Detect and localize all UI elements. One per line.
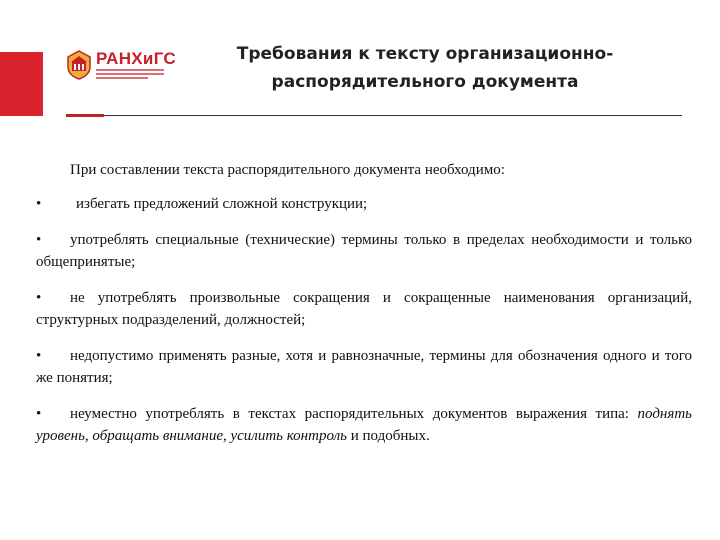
bullet-icon: • — [36, 406, 42, 422]
title-line-2: распорядительного документа — [271, 72, 579, 92]
list-item — [36, 193, 692, 215]
intro-paragraph: При составлении текста распорядительного документа необходимо: — [70, 162, 505, 178]
bullet-icon: • — [36, 290, 42, 306]
list-item-text: неуместно употреблять в текстах распорядительных документов выражения типа: — [70, 406, 638, 422]
accent-bar — [0, 52, 43, 116]
title-line-1: Требования к тексту организационно- — [236, 44, 614, 64]
title-divider — [66, 115, 682, 116]
list-item — [36, 403, 692, 447]
list-item-text-end: и подобных. — [346, 428, 430, 444]
ranepa-logo — [66, 50, 176, 80]
list-item-text: недопустимо применять разные, хотя и равнозначные, термины для обозначения одного и того же понятия; — [36, 348, 692, 386]
list-item-text: не употреблять произвольные сокращения и сокращенные наименования организаций, структурных подразделений, должностей; — [36, 290, 692, 328]
list-item — [36, 287, 692, 331]
divider-accent — [66, 114, 104, 117]
list-item-italic-examples: поднять уровень, обращать внимание, усилить контроль — [36, 406, 692, 444]
ranepa-emblem-icon — [66, 50, 92, 80]
list-item — [36, 345, 692, 389]
bullet-icon: • — [36, 232, 42, 248]
requirements-list — [36, 193, 692, 461]
bullet-icon: • — [36, 196, 42, 212]
list-item-text: употреблять специальные (технические) термины только в пределах необходимости и только общепринятые; — [36, 232, 692, 270]
list-item — [36, 229, 692, 273]
logo-name: РАНХиГС — [96, 48, 176, 68]
page-title — [210, 40, 640, 96]
list-item-text: избегать предложений сложной конструкции; — [76, 196, 368, 212]
logo-subtitle-lines — [96, 69, 176, 81]
bullet-icon: • — [36, 348, 42, 364]
